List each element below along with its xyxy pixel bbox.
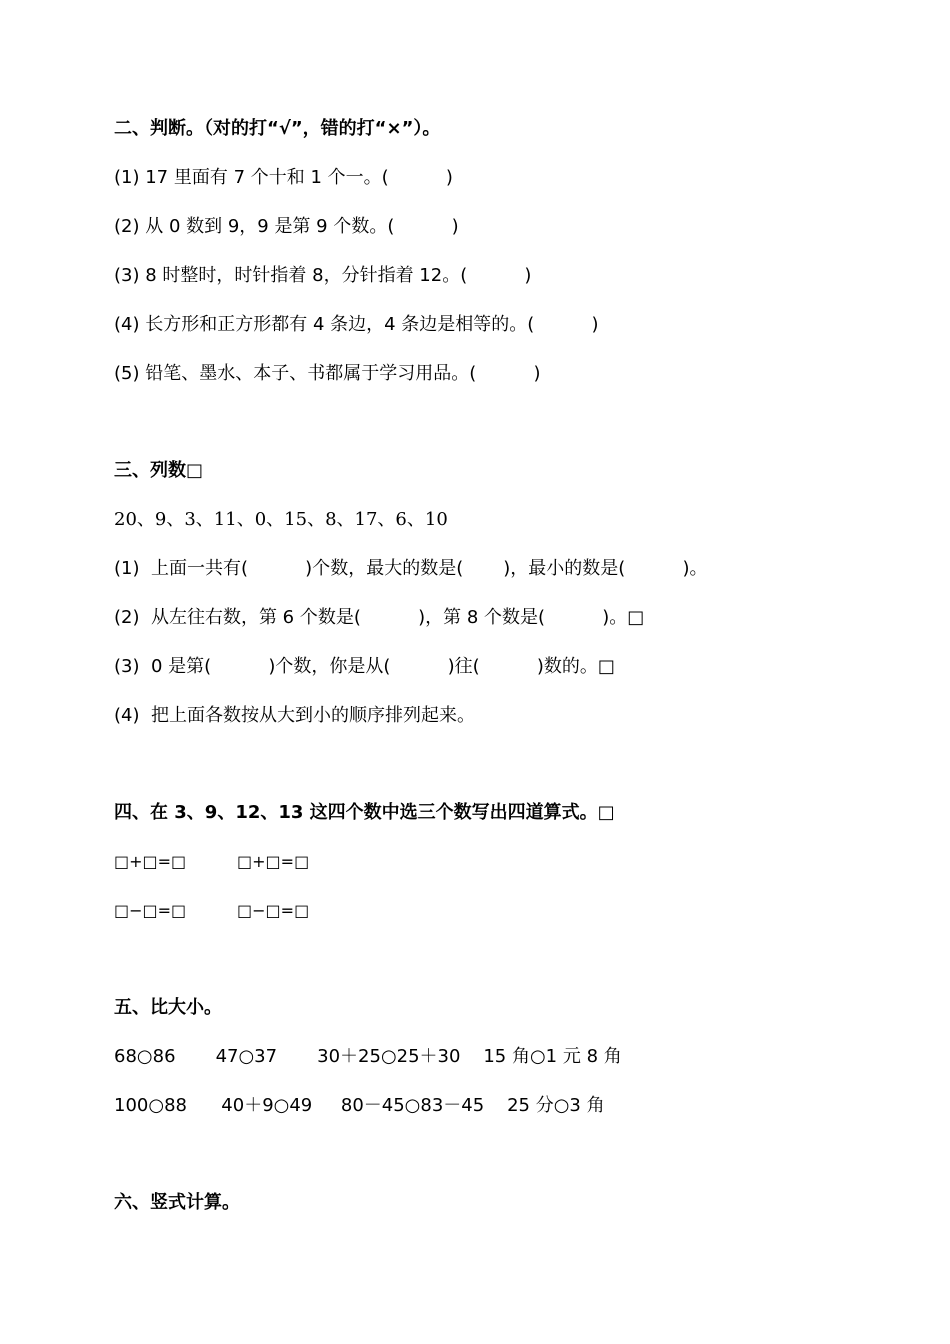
compare-heading: 五、比大小。 — [114, 997, 222, 1018]
judge-heading: 二、判断。（对的打“√”，错的打“×”）。 — [114, 118, 441, 139]
sequence-item-4: (4) 把上面各数按从大到小的顺序排列起来。 — [114, 705, 475, 726]
judge-item-1: (1) 17 里面有 7 个十和 1 个一。( ) — [114, 167, 453, 188]
judge-item-4: (4) 长方形和正方形都有 4 条边，4 条边是相等的。( ) — [114, 314, 599, 335]
equations-row-addition: □+□=□ □+□=□ — [114, 852, 310, 871]
sequence-heading: 三、列数□ — [114, 460, 204, 481]
compare-row-2: 100○88 40＋9○49 80－45○83－45 25 分○3 角 — [114, 1095, 605, 1116]
sequence-item-3: (3) 0 是第( )个数，你是从( )往( )数的。□ — [114, 656, 615, 677]
compare-row-1: 68○86 47○37 30＋25○25＋30 15 角○1 元 8 角 — [114, 1046, 622, 1067]
sequence-item-1: (1) 上面一共有( )个数，最大的数是( )，最小的数是( )。 — [114, 558, 708, 579]
vertical-calc-heading: 六、竖式计算。 — [114, 1192, 240, 1213]
equations-heading: 四、在 3、9、12、13 这四个数中选三个数写出四道算式。□ — [114, 802, 615, 823]
judge-item-3: (3) 8 时整时，时针指着 8，分针指着 12。( ) — [114, 265, 532, 286]
judge-item-2: (2) 从 0 数到 9，9 是第 9 个数。( ) — [114, 216, 459, 237]
sequence-item-2: (2) 从左往右数，第 6 个数是( )，第 8 个数是( )。□ — [114, 607, 645, 628]
sequence-numbers: 20、9、3、11、0、15、8、17、6、10 — [114, 509, 448, 530]
judge-item-5: (5) 铅笔、墨水、本子、书都属于学习用品。( ) — [114, 363, 541, 384]
equations-row-subtraction: □−□=□ □−□=□ — [114, 901, 310, 920]
